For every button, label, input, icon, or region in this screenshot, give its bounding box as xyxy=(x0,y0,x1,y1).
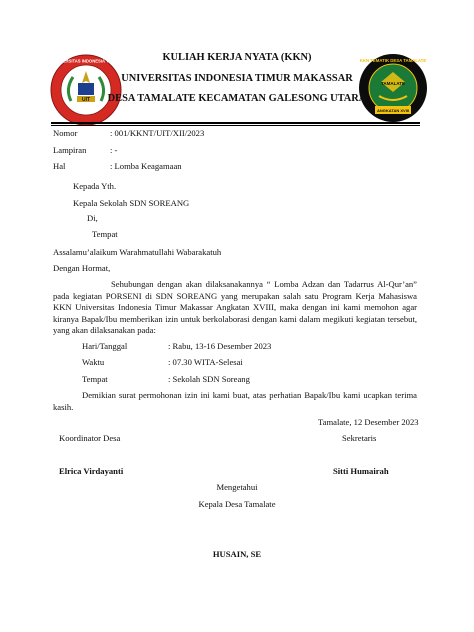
recipient-line-3: Di, xyxy=(87,213,98,223)
closing-paragraph: Demikian surat permohonan izin ini kami buat, atas perhatian Bapak/Ibu kami ucapkan terima kasih. xyxy=(53,390,417,412)
university-logo xyxy=(49,53,123,127)
hal-label: Hal xyxy=(53,161,66,171)
hal-value: : Lomba Keagamaan xyxy=(110,161,182,171)
letterhead-line-1: KULIAH KERJA NYATA (KKN) xyxy=(162,52,312,63)
left-signatory-name: Elrica Virdayanti xyxy=(59,466,124,476)
nomor-value: : 001/KKNT/UIT/XII/2023 xyxy=(110,128,205,138)
mengetahui: Mengetahui xyxy=(216,482,258,492)
letterhead-line-3: DESA TAMALATE KECAMATAN GALESONG UTARA xyxy=(107,93,367,104)
recipient-line-1: Kepada Yth. xyxy=(73,181,117,191)
kkn-logo-center-text: TAMALATE xyxy=(380,81,406,86)
waktu-value: : 07.30 WITA-Selesai xyxy=(168,357,243,367)
tempat-label: Tempat xyxy=(82,374,108,384)
letterhead-divider xyxy=(51,122,420,124)
kepala-desa-name: HUSAIN, SE xyxy=(212,549,262,559)
kkn-logo-ring-text: KKN TEMATIK DESA TAMALATE xyxy=(359,58,427,63)
right-role: Sekretaris xyxy=(342,433,377,443)
right-signatory-name: Sitti Humairah xyxy=(333,466,389,476)
body-paragraph: Sehubungan dengan akan dilaksanakannya “ Lomba Adzan dan Tadarrus Al-Qur’an” pada kegiatan PORSENI di SDN SOREANG yang merupakan salah satu Program Kerja Mahasiswa KKN Universitas Indonesia Timur Makassar Angkatan XVIII, maka dengan ini kami memohon agar kiranya Bapak/Ibu memberikan izin untuk berkolaborasi dengan kami dalam megikuti kegiatan tersebut, yang akan dilaksanakan pada: xyxy=(53,279,417,336)
hari-label: Hari/Tanggal xyxy=(82,341,128,351)
tempat-value: : Sekolah SDN Soreang xyxy=(168,374,250,384)
waktu-label: Waktu xyxy=(82,357,105,367)
recipient-line-2: Kepala Sekolah SDN SOREANG xyxy=(73,198,190,208)
kepala-desa-role: Kepala Desa Tamalate xyxy=(198,499,276,509)
kkn-logo-banner: ANGKATAN XVIII xyxy=(376,108,410,113)
recipient-line-4: Tempat xyxy=(92,229,118,239)
place-date: Tamalate, 12 Desember 2023 xyxy=(318,417,419,427)
opening: Dengan Hormat, xyxy=(53,263,111,273)
hari-value: : Rabu, 13-16 Desember 2023 xyxy=(168,341,272,351)
university-logo-badge: UIT xyxy=(81,97,91,103)
letterhead-line-2: UNIVERSITAS INDONESIA TIMUR MAKASSAR xyxy=(121,73,353,84)
letterhead-divider-thin xyxy=(51,125,420,126)
university-logo-ring-text: UNIVERSITAS INDONESIA TIMUR xyxy=(52,58,120,64)
lampiran-value: : - xyxy=(110,145,118,155)
lampiran-label: Lampiran xyxy=(53,145,87,155)
nomor-label: Nomor xyxy=(53,128,78,138)
salam: Assalamu’alaikum Warahmatullahi Wabarakatuh xyxy=(53,247,222,257)
left-role: Koordinator Desa xyxy=(59,433,121,443)
